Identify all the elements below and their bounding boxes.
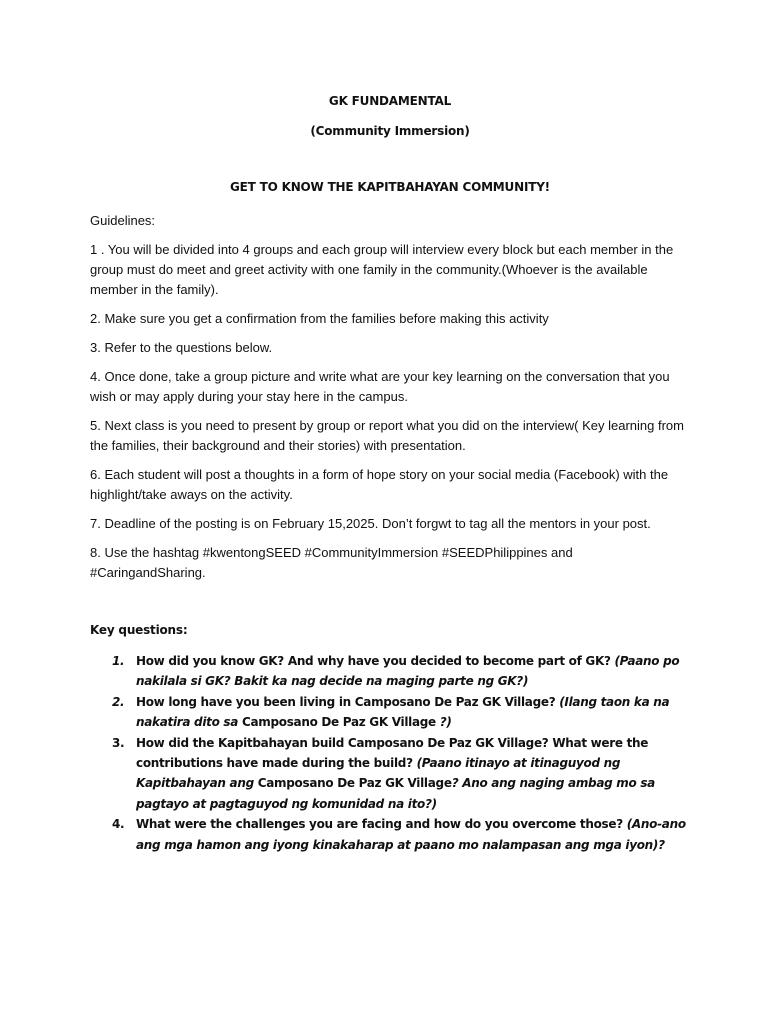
question-filipino-end: ? Ano ang naging ambag mo sa pagtayo at pagtaguyod ng komunidad na ito?) [136, 776, 655, 811]
guideline-item-5: 5. Next class is you need to present by group or report what you did on the interview( Key learning from the families, their background and their stories) with presentation. [90, 418, 684, 453]
village-name: Camposano De Paz GK Village [241, 715, 436, 730]
question-filipino: (Paano itinayo at itinaguyod ng Kapitbahayan ang [136, 756, 621, 791]
document-heading: GET TO KNOW THE KAPITBAHAYAN COMMUNITY! [230, 180, 550, 194]
question-number: 1. [112, 654, 125, 668]
question-number: 3. [112, 735, 125, 750]
question-english: How did you know GK? And why have you decided to become part of GK? [136, 654, 615, 668]
key-questions-list [90, 651, 690, 855]
key-questions-heading: Key questions: [90, 623, 188, 637]
guideline-item-3: 3. Refer to the questions below. [90, 340, 273, 355]
guidelines-label: Guidelines: [90, 213, 156, 228]
question-number: 2. [112, 694, 125, 709]
guideline-item-1: 1 . You will be divided into 4 groups and each group will interview every block but each member in the group must do meet and greet activity with one family in the community.(Whoever is the available member in the family). [90, 242, 674, 297]
guideline-item-2: 2. Make sure you get a confirmation from the families before making this activity [90, 311, 549, 326]
document-subtitle: (Community Immersion) [310, 124, 470, 138]
question-item-4 [90, 814, 690, 855]
village-name: Camposano De Paz GK Village [257, 776, 452, 791]
question-item-1 [90, 651, 690, 692]
document-title: GK FUNDAMENTAL [328, 94, 452, 108]
guideline-item-6: 6. Each student will post a thoughts in a form of hope story on your social media (Facebook) with the highlight/take aways on the activity. [90, 467, 669, 502]
question-number: 4. [112, 817, 125, 832]
guideline-item-4: 4. Once done, take a group picture and write what are your key learning on the conversation that you wish or may apply during your stay here in the campus. [90, 369, 670, 404]
question-filipino-end: ?) [435, 715, 452, 730]
guideline-item-7: 7. Deadline of the posting is on February 15,2025. Don’t forgwt to tag all the mentors in your post. [90, 516, 651, 531]
question-item-3 [90, 733, 690, 815]
question-item-2 [90, 692, 690, 733]
question-filipino: (Ano-ano ang mga hamon ang iyong kinakaharap at paano mo nalampasan ang mga iyon)? [136, 817, 686, 852]
question-filipino: (Paano po nakilala si GK? Bakit ka nag decide na maging parte ng GK?) [136, 654, 680, 689]
question-english: What were the challenges you are facing and how do you overcome those? [136, 817, 627, 832]
question-english: How long have you been living in Camposano De Paz GK Village? [136, 694, 560, 709]
document-body [90, 90, 690, 855]
question-english: How did the Kapitbahayan build Camposano De Paz GK Village? What were the contributions have made during the build? [136, 735, 649, 771]
guideline-item-8: 8. Use the hashtag #kwentongSEED #CommunityImmersion #SEEDPhilippines and #CaringandSharing. [90, 545, 573, 580]
question-filipino: (Ilang taon ka na nakatira dito sa [136, 694, 670, 730]
